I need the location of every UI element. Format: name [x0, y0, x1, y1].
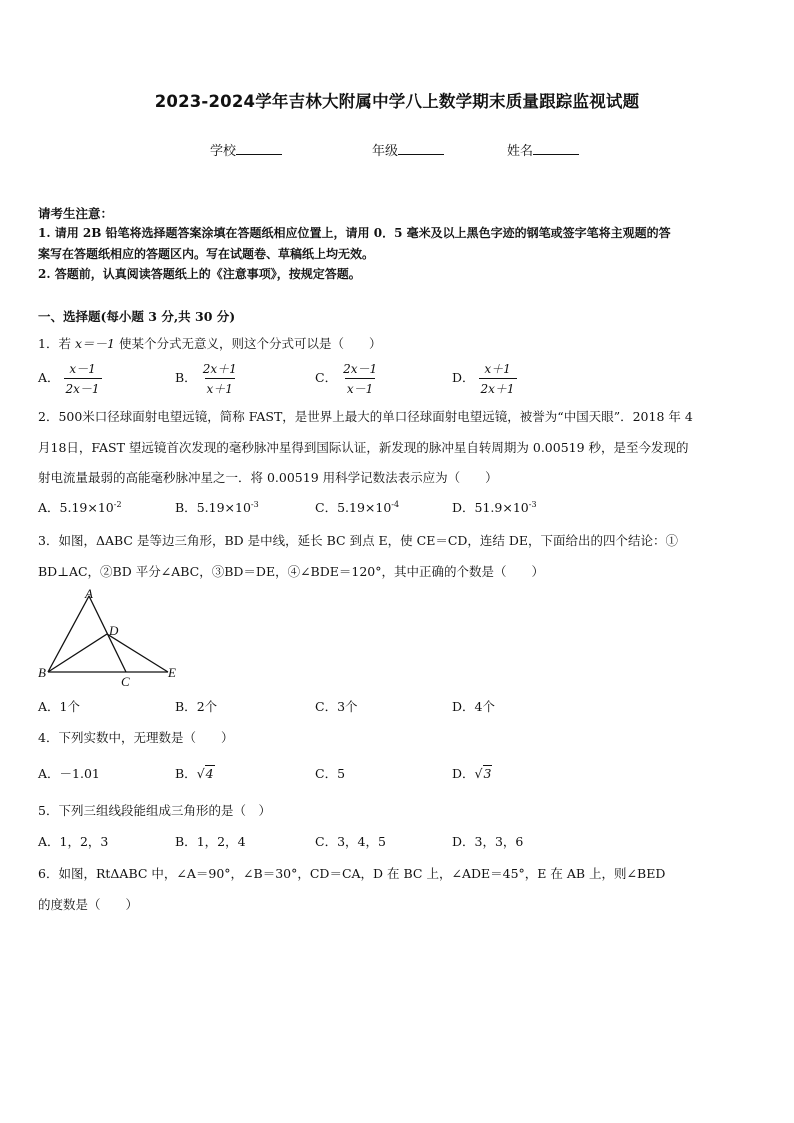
q2-option-d[interactable]: D．$51.9\times 10^{-3}$ [452, 499, 537, 515]
q2-line1: 2．500米口径球面射电望远镜，简称 FAST，是世界上最大的单口径球面射电望远镜，被誉为“中国天眼”．2018 年 4 [38, 409, 693, 424]
q3-figure [36, 588, 186, 688]
q4-option-b[interactable]: B．√4 [175, 766, 214, 781]
q2-option-c[interactable]: C．$5.19\times 10^{-4}$ [315, 499, 400, 515]
q6-line2: 的度数是（ ） [38, 897, 139, 912]
q1-option-b[interactable] [175, 360, 239, 397]
school-blank[interactable] [236, 142, 282, 155]
school-field[interactable] [210, 140, 282, 159]
q3-option-c[interactable]: C．3个 [315, 699, 358, 714]
q2-option-a[interactable]: A．$5.19\times 10^{-2}$ [38, 499, 122, 515]
grade-blank[interactable] [398, 142, 444, 155]
q2-line3: 射电流量最弱的高能毫秒脉冲星之一．将 0.00519 用科学记数法表示应为（ ） [38, 470, 498, 485]
q1-option-c[interactable] [315, 360, 379, 397]
q4-stem: 4．下列实数中，无理数是（ ） [38, 730, 234, 745]
q3-edge-bd [48, 634, 107, 672]
q3-label-c: C [121, 674, 130, 688]
q4-option-d-sqrt: √3 [474, 766, 492, 781]
name-blank[interactable] [533, 142, 579, 155]
grade-field[interactable] [372, 140, 444, 159]
q2-option-b[interactable]: B．$5.19\times 10^{-3}$ [175, 499, 259, 515]
q2-line2: 月18日，FAST 望远镜首次发现的毫秒脉冲星得到国际认证，新发现的脉冲星自转周期为 0.00519 秒，是至今发现的 [38, 440, 689, 455]
q3-label-d: D [109, 623, 119, 638]
q1-option-a-fraction: $\frac{x-1}{2x-1}$ [65, 362, 100, 396]
q4-option-c[interactable]: C．5 [315, 766, 346, 781]
q3-option-d[interactable]: D．4个 [452, 699, 495, 714]
q3-edge-ab [48, 596, 89, 672]
q3-label-b: B [38, 665, 46, 680]
q1-stem [38, 334, 381, 352]
q5-option-c[interactable]: C．3，4，5 [315, 834, 386, 849]
q1-condition: x＝－1 [74, 336, 115, 351]
q4-option-a[interactable]: A．－1.01 [38, 766, 100, 781]
grade-label: 年级 [372, 144, 399, 159]
q3-option-a[interactable]: A．1个 [38, 699, 80, 714]
q1-option-a-label: A． [38, 370, 60, 385]
q1-post: 使某个分式无意义，则这个分式可以是（ ） [118, 336, 382, 351]
notice-item1-line1: 1. 请用 2B 铅笔将选择题答案涂填在答题纸相应位置上，请用 0．5 毫米及以上黑色字迹的钢笔或签字笔将主观题的答 [38, 226, 671, 240]
q3-line2: BD⊥AC，②BD 平分∠ABC，③BD＝DE，④∠BDE＝120°，其中正确的个数是（ ） [38, 564, 544, 579]
q1-option-b-label: B． [175, 370, 197, 385]
q5-option-d[interactable]: D．3，3，6 [452, 834, 524, 849]
name-label: 姓名 [507, 144, 534, 159]
q3-label-a: A [85, 588, 93, 601]
notice-heading: 请考生注意： [38, 206, 114, 221]
q1-option-b-fraction: $\frac{2x+1}{x+1}$ [202, 362, 237, 396]
q3-line1: 3．如图，ΔABC 是等边三角形，BD 是中线，延长 BC 到点 E，使 CE＝CD，连结 DE，下面给出的四个结论：① [38, 533, 679, 548]
q1-option-a[interactable] [38, 360, 102, 397]
notice-item2: 2. 答题前，认真阅读答题纸上的《注意事项》，按规定答题。 [38, 267, 361, 281]
q5-option-b[interactable]: B．1，2，4 [175, 834, 246, 849]
q1-option-c-label: C． [315, 370, 338, 385]
q1-option-d-label: D． [452, 370, 475, 385]
q6-line1: 6．如图，RtΔABC 中，∠A＝90°，∠B＝30°，CD＝CA，D 在 BC 上，∠ADE＝45°，E 在 AB 上，则∠BED [38, 866, 666, 881]
page-title: 2023-2024学年吉林大附属中学八上数学期末质量跟踪监视试题 [154, 92, 640, 111]
q5-stem: 5．下列三组线段能组成三角形的是（ ） [38, 803, 271, 818]
q5-option-a[interactable]: A．1，2，3 [38, 834, 109, 849]
q4-option-d[interactable]: D．√3 [452, 766, 492, 781]
q4-option-b-sqrt: √4 [196, 766, 214, 781]
q1-option-d[interactable] [452, 360, 517, 397]
name-field[interactable] [507, 140, 579, 159]
section-heading: 一、选择题(每小题 3 分,共 30 分) [38, 309, 236, 324]
q1-option-d-fraction: $\frac{x+1}{2x+1}$ [480, 362, 515, 396]
notice-item1-line2: 案写在答题纸相应的答题区内。写在试题卷、草稿纸上均无效。 [38, 247, 375, 261]
q3-label-e: E [168, 665, 176, 680]
school-label: 学校 [210, 144, 237, 159]
q3-option-b[interactable]: B．2个 [175, 699, 218, 714]
q1-option-c-fraction: $\frac{2x-1}{x-1}$ [343, 362, 378, 396]
q1-pre: 1．若 [38, 336, 71, 351]
